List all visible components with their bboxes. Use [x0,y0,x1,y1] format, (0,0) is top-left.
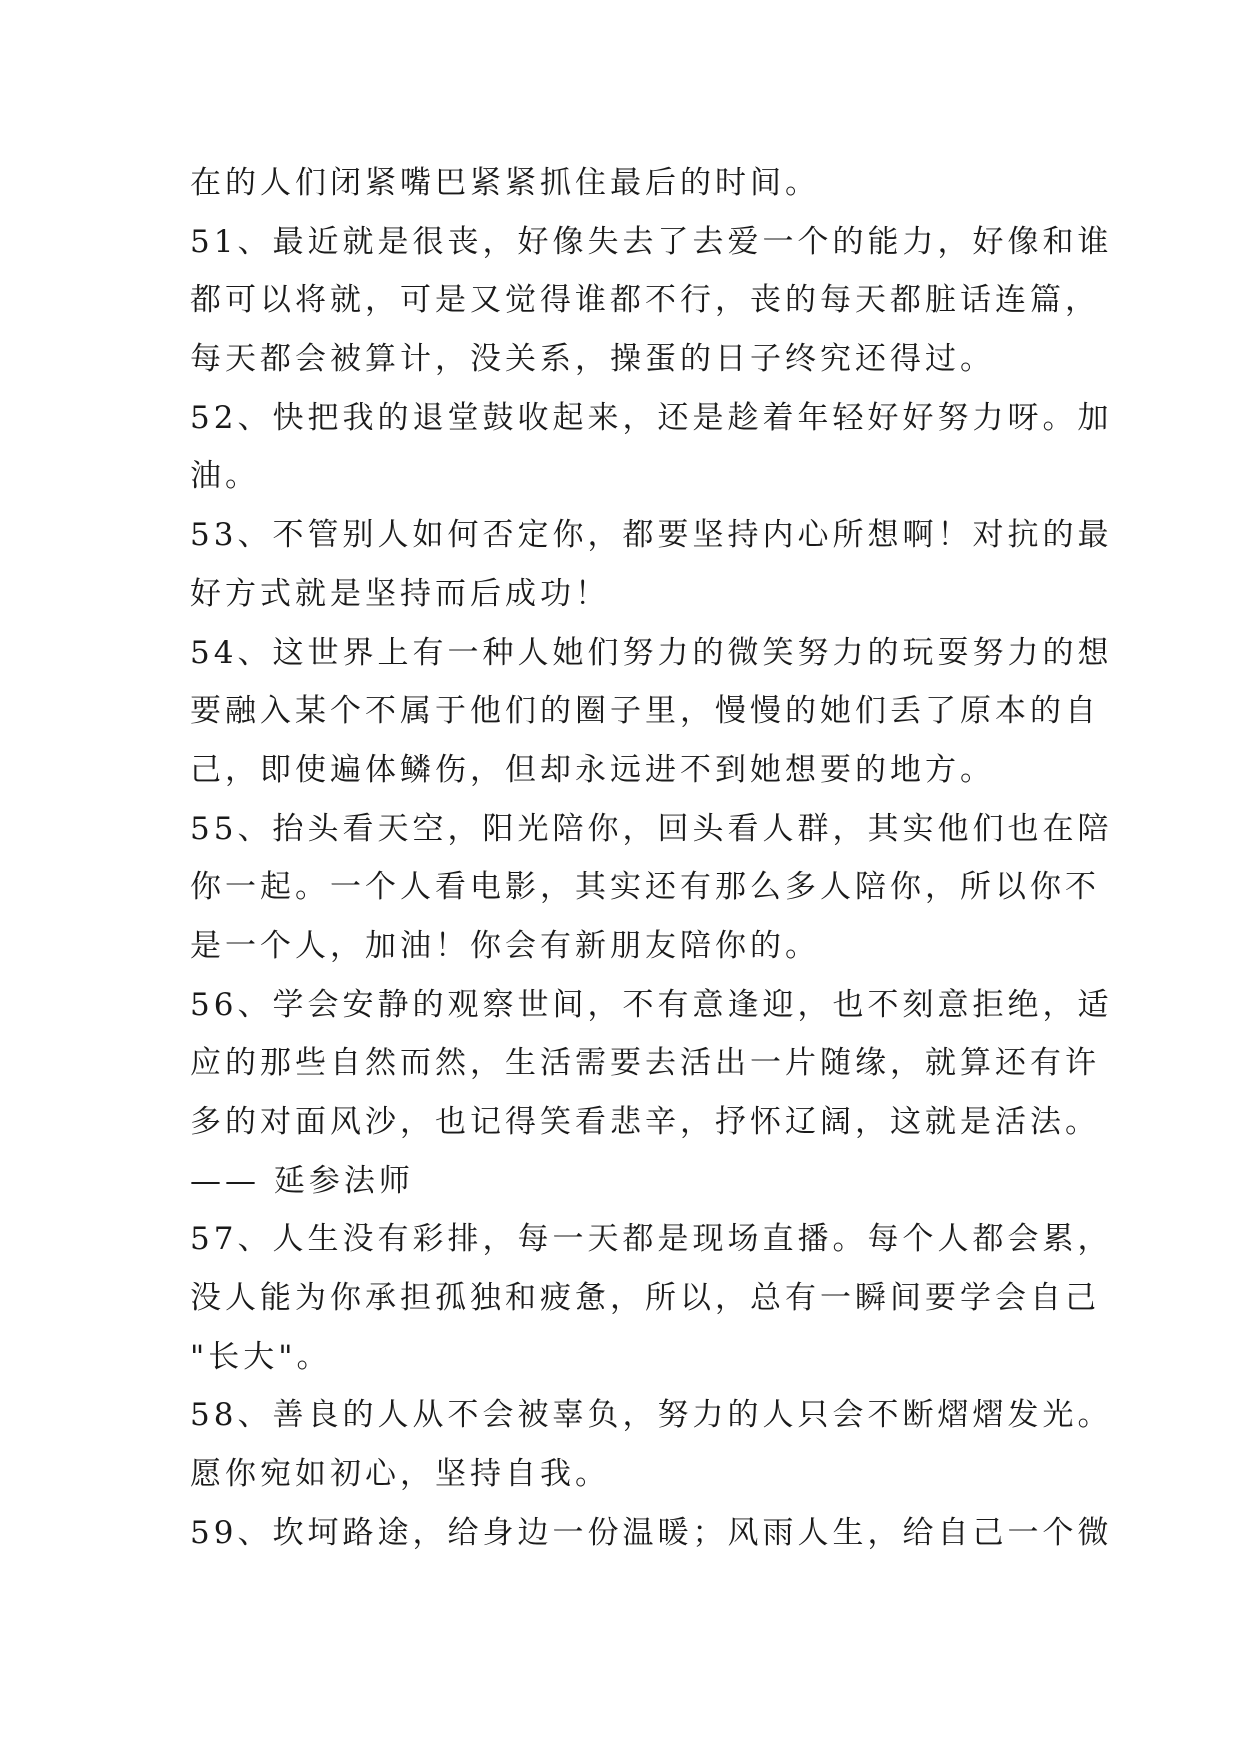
text-line: 57、人生没有彩排，每一天都是现场直播。每个人都会累， [190,1221,1113,1258]
text-line: 油。 [190,458,260,495]
text-line: 要融入某个不属于他们的圈子里，慢慢的她们丢了原本的自 [190,693,1100,730]
text-line: 好方式就是坚持而后成功！ [190,575,610,612]
text-line: 是一个人，加油！你会有新朋友陪你的。 [190,927,820,964]
body-text [190,154,1113,1563]
text-line: 多的对面风沙，也记得笑看悲辛，抒怀辽阔，这就是活法。 [190,1104,1100,1140]
text-line: 你一起。一个人看电影，其实还有那么多人陪你，所以你不 [190,869,1100,906]
text-line: 愿你宛如初心，坚持自我。 [190,1456,610,1493]
text-line: 每天都会被算计，没关系，操蛋的日子终究还得过。 [190,341,995,378]
text-line: 没人能为你承担孤独和疲惫，所以，总有一瞬间要学会自己 [190,1280,1100,1317]
text-line: 应的那些自然而然，生活需要去活出一片随缘，就算还有许 [190,1045,1100,1082]
text-line: "长大"。 [190,1338,332,1375]
text-line: 56、学会安静的观察世间，不有意逢迎，也不刻意拒绝，适 [190,986,1113,1023]
attribution-line: —— 延参法师 [190,1162,414,1199]
text-line: 己，即使遍体鳞伤，但却永远进不到她想要的地方。 [190,751,995,788]
text-line: 都可以将就，可是又觉得谁都不行，丧的每天都脏话连篇， [190,282,1100,319]
text-line: 51、最近就是很丧，好像失去了去爱一个的能力，好像和谁 [190,223,1113,260]
text-line: 59、坎坷路途，给身边一份温暖；风雨人生，给自己一个微 [190,1514,1113,1551]
text-line: 55、抬头看天空，阳光陪你，回头看人群，其实他们也在陪 [190,810,1113,847]
text-line: 52、快把我的退堂鼓收起来，还是趁着年轻好好努力呀。加 [190,399,1113,436]
text-line: 在的人们闭紧嘴巴紧紧抓住最后的时间。 [190,165,820,201]
text-line: 53、不管别人如何否定你，都要坚持内心所想啊！对抗的最 [190,517,1113,554]
text-line: 54、这世界上有一种人她们努力的微笑努力的玩耍努力的想 [190,634,1113,671]
text-line: 58、善良的人从不会被辜负，努力的人只会不断熠熠发光。 [190,1397,1113,1434]
